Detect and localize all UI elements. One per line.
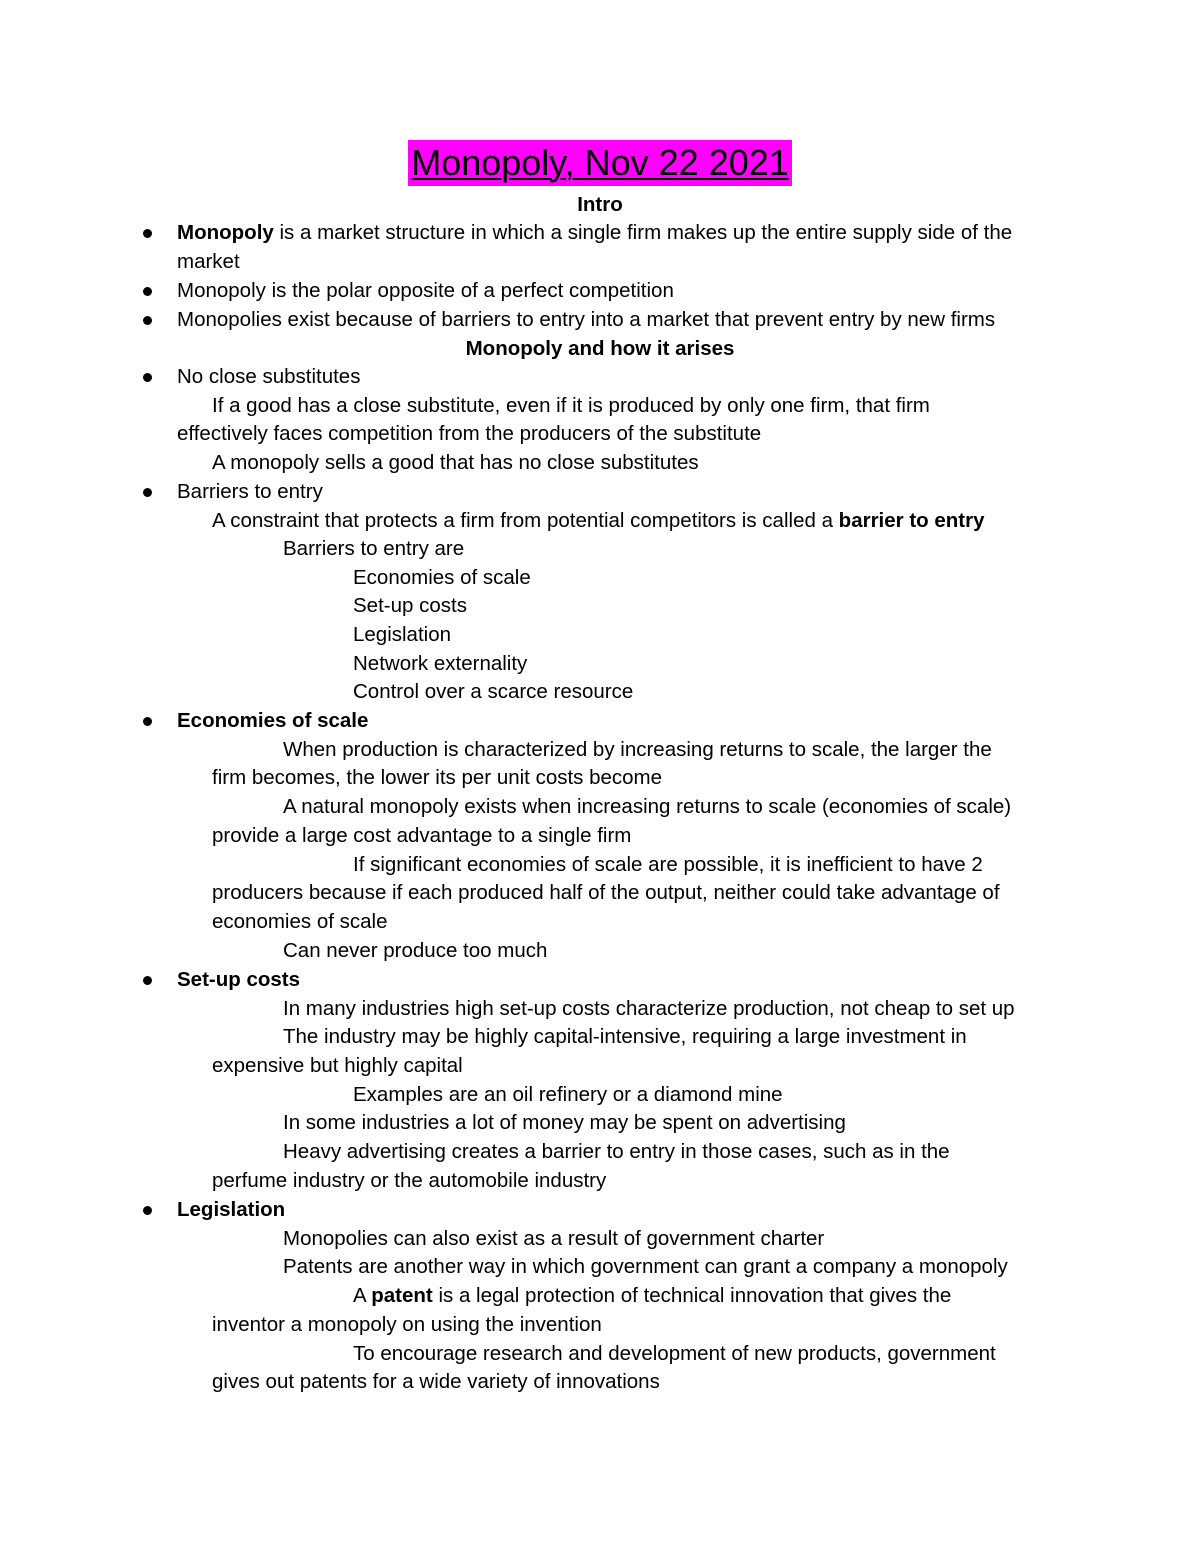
text-line: expensive but highly capital <box>212 1054 463 1077</box>
text-line: producers because if each produced half of the output, neither could take advantage of <box>212 881 1000 904</box>
intro-bullet-3: Monopolies exist because of barriers to entry into a market that prevent entry by new firms <box>177 308 996 331</box>
page-title: Monopoly, Nov 22 2021 <box>408 140 792 186</box>
bullet-icon <box>143 229 152 238</box>
text-line: If a good has a close substitute, even if it is produced by only one firm, that firm <box>212 394 930 417</box>
text-line: Monopolies can also exist as a result of government charter <box>283 1227 825 1250</box>
heading-set-up-costs: Set-up costs <box>177 968 301 991</box>
bullet-icon <box>143 976 152 985</box>
text-line: A monopoly sells a good that has no close substitutes <box>212 451 699 474</box>
text-line: The industry may be highly capital-intensive, requiring a large investment in <box>283 1025 967 1048</box>
barrier-item: Legislation <box>353 623 452 646</box>
text-line: When production is characterized by increasing returns to scale, the larger the <box>283 738 992 761</box>
text-line: perfume industry or the automobile industry <box>212 1169 607 1192</box>
heading-economies-of-scale: Economies of scale <box>177 709 369 732</box>
text-line: Barriers to entry are <box>283 537 465 560</box>
bullet-icon <box>143 373 152 382</box>
text-line: economies of scale <box>212 910 388 933</box>
text-line: A natural monopoly exists when increasing returns to scale (economies of scale) <box>283 795 1012 818</box>
text-span: is a legal protection of technical innovation that gives the <box>432 1284 952 1307</box>
barrier-item: Network externality <box>353 652 528 675</box>
text-line: To encourage research and development of new products, government <box>353 1342 996 1365</box>
text-span: A <box>353 1284 372 1307</box>
text-line: gives out patents for a wide variety of innovations <box>212 1370 660 1393</box>
barrier-item: Set-up costs <box>353 594 467 617</box>
bullet-no-close-substitutes: No close substitutes <box>177 365 361 388</box>
heading-legislation: Legislation <box>177 1198 286 1221</box>
text-line: provide a large cost advantage to a single firm <box>212 824 632 847</box>
barrier-item: Economies of scale <box>353 566 531 589</box>
text-line: inventor a monopoly on using the invention <box>212 1313 602 1336</box>
text-line: Patents are another way in which government can grant a company a monopoly <box>283 1255 1008 1278</box>
text-line: In many industries high set-up costs characterize production, not cheap to set up <box>283 997 1015 1020</box>
term-barrier-to-entry: barrier to entry <box>838 509 985 532</box>
bullet-icon <box>143 316 152 325</box>
bullet-icon <box>143 287 152 296</box>
title-wrap <box>0 140 1200 186</box>
term-patent: patent <box>371 1284 433 1307</box>
bullet-icon <box>143 1206 152 1215</box>
intro-bullet-1 <box>177 219 1012 247</box>
term-monopoly: Monopoly <box>177 221 274 244</box>
text-span: A constraint that protects a firm from potential competitors is called a <box>212 509 839 532</box>
text-line <box>353 1282 951 1310</box>
bullet-icon <box>143 717 152 726</box>
text-line: effectively faces competition from the producers of the substitute <box>177 422 762 445</box>
text-line: Can never produce too much <box>283 939 548 962</box>
intro-bullet-2: Monopoly is the polar opposite of a perfect competition <box>177 279 674 302</box>
intro-bullet-1-text: is a market structure in which a single firm makes up the entire supply side of the <box>273 221 1013 244</box>
bullet-barriers-to-entry: Barriers to entry <box>177 480 323 503</box>
text-line <box>212 507 985 535</box>
text-line: In some industries a lot of money may be spent on advertising <box>283 1111 846 1134</box>
text-line: Heavy advertising creates a barrier to entry in those cases, such as in the <box>283 1140 950 1163</box>
heading-intro: Intro <box>577 193 623 216</box>
intro-bullet-1-cont: market <box>177 250 240 273</box>
text-line: If significant economies of scale are possible, it is inefficient to have 2 <box>353 853 983 876</box>
text-line: Examples are an oil refinery or a diamond mine <box>353 1083 783 1106</box>
text-line: firm becomes, the lower its per unit costs become <box>212 766 663 789</box>
heading-how-arises: Monopoly and how it arises <box>465 337 735 360</box>
barrier-item: Control over a scarce resource <box>353 680 634 703</box>
bullet-icon <box>143 488 152 497</box>
